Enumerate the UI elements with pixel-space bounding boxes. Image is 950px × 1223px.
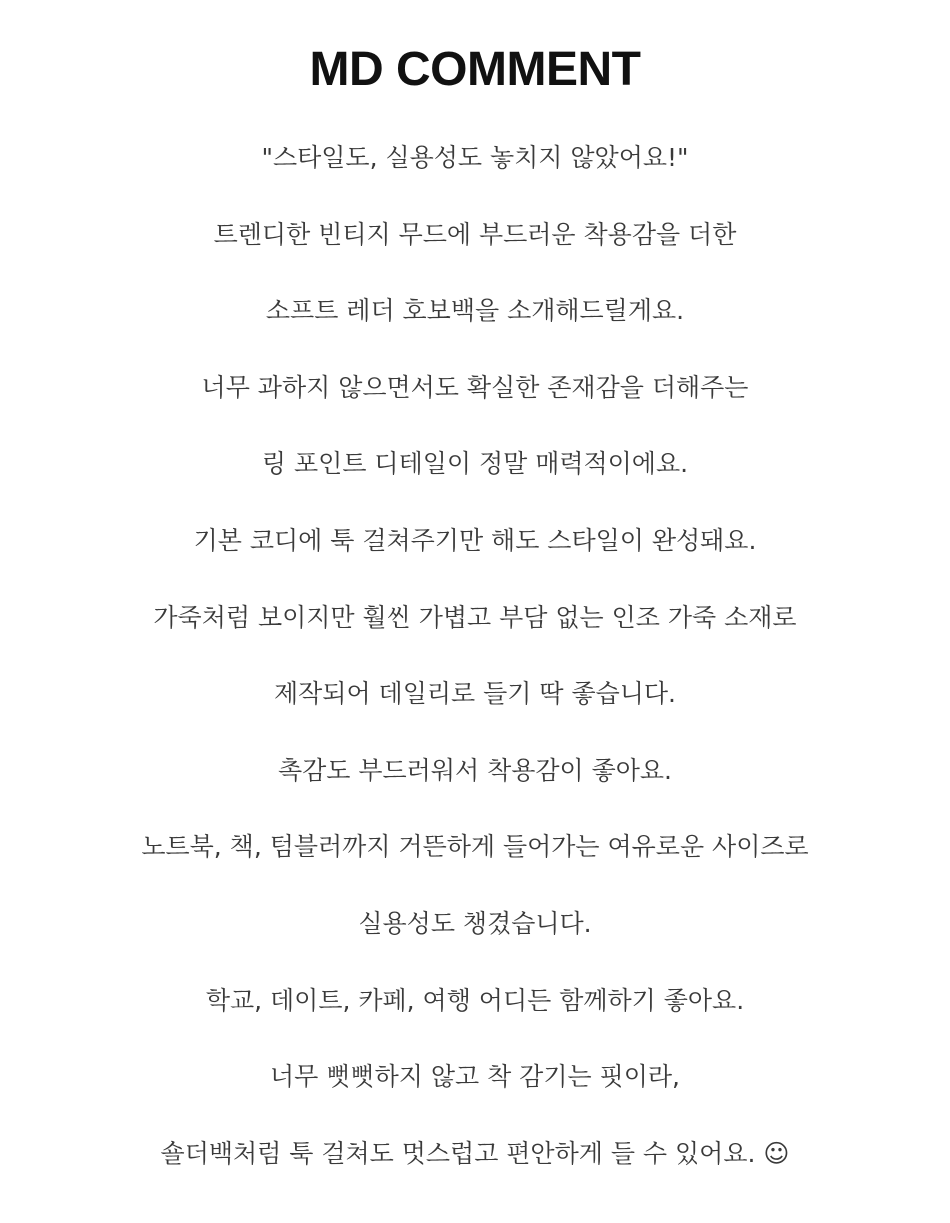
comment-line: 촉감도 부드러워서 착용감이 좋아요. (277, 755, 673, 785)
comment-line: 숄더백처럼 툭 걸쳐도 멋스럽고 편안하게 들 수 있어요. ☺ (160, 1138, 790, 1168)
comment-line: 트렌디한 빈티지 무드에 부드러운 착용감을 더한 (213, 219, 737, 249)
comment-line: 노트북, 책, 텀블러까지 거뜬하게 들어가는 여유로운 사이즈로 (141, 832, 809, 862)
comment-line: 실용성도 챙겼습니다. (358, 908, 592, 938)
comment-line: 기본 코디에 툭 걸쳐주기만 해도 스타일이 완성돼요. (193, 525, 757, 555)
comment-line: 가죽처럼 보이지만 훨씬 가볍고 부담 없는 인조 가죽 소재로 (153, 602, 797, 632)
comment-line: 학교, 데이트, 카페, 여행 어디든 함께하기 좋아요. (205, 985, 745, 1015)
comment-line: "스타일도, 실용성도 놓치지 않았어요!" (261, 143, 689, 172)
comment-line: 제작되어 데일리로 들기 딱 좋습니다. (274, 679, 676, 709)
comment-line: 너무 뻣뻣하지 않고 착 감기는 핏이라, (270, 1062, 680, 1092)
comment-line: 너무 과하지 않으면서도 확실한 존재감을 더해주는 (201, 372, 749, 402)
page-title: MD COMMENT (309, 43, 641, 97)
comment-line: 링 포인트 디테일이 정말 매력적이에요. (261, 449, 689, 479)
comment-line: 소프트 레더 호보백을 소개해드릴게요. (265, 296, 685, 326)
comment-body (0, 132, 950, 1204)
